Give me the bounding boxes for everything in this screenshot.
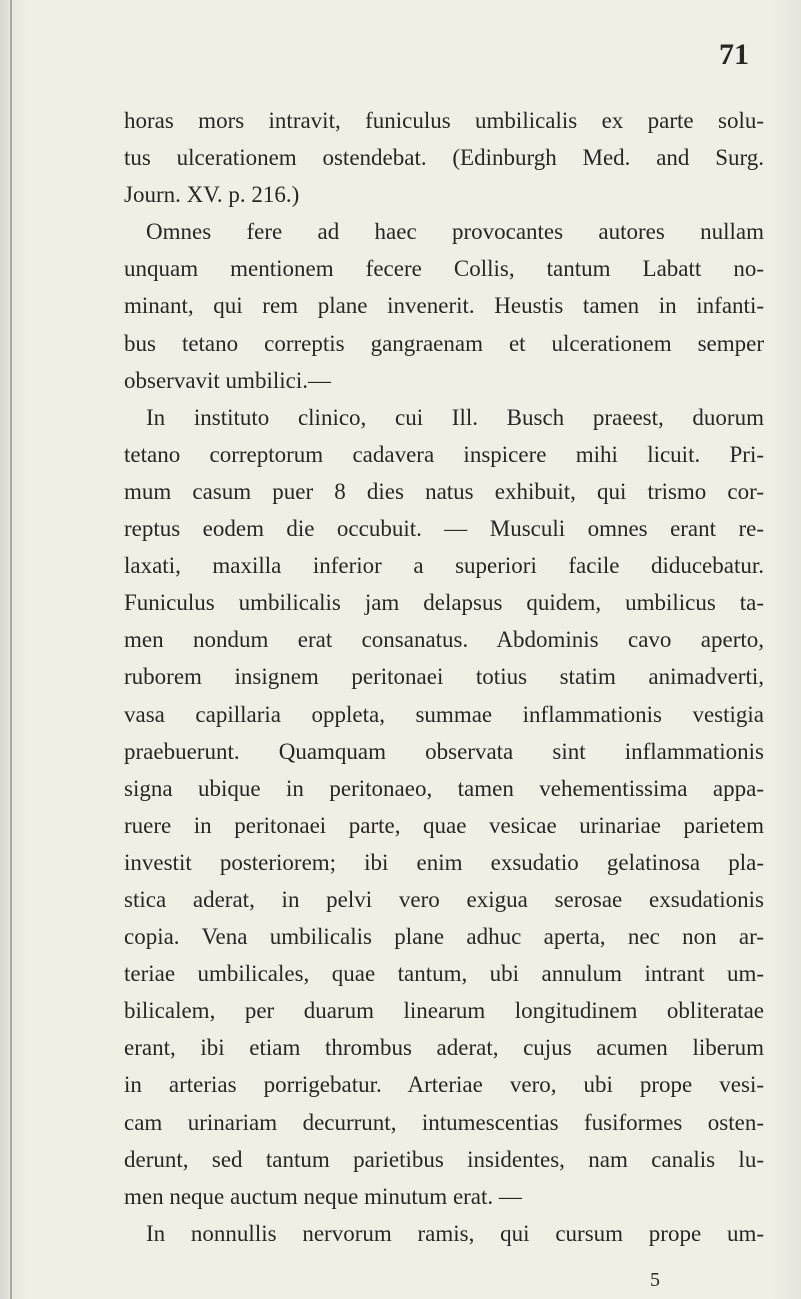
text-line: cam urinariam decurrunt, intumescentias fusiformes osten- <box>124 1109 764 1135</box>
text-line: unquam mentionem fecere Collis, tantum Labatt no- <box>124 256 764 282</box>
text-line: In nonnullis nervorum ramis, qui cursum prope um- <box>146 1220 764 1246</box>
text-line: investit posteriorem; ibi enim exsudatio gelatinosa pla- <box>124 849 764 875</box>
text-line: erant, ibi etiam thrombus aderat, cujus acumen liberum <box>124 1035 764 1061</box>
text-line: men neque auctum neque minutum erat. — <box>124 1183 522 1209</box>
text-line: ruere in peritonaei parte, quae vesicae urinariae parietem <box>124 812 764 838</box>
text-line: praebuerunt. Quamquam observata sint inflammationis <box>124 738 764 764</box>
text-line: teriae umbilicales, quae tantum, ubi annulum intrant um- <box>124 961 764 987</box>
text-line: minant, qui rem plane invenerit. Heustis tamen in infanti- <box>124 293 764 319</box>
text-line: Omnes fere ad haec provocantes autores nullam <box>146 219 764 245</box>
text-line: bilicalem, per duarum linearum longitudinem obliteratae <box>124 998 764 1024</box>
text-line: derunt, sed tantum parietibus insidentes, nam canalis lu- <box>124 1146 764 1172</box>
text-line: ruborem insignem peritonaei totius statim animadverti, <box>124 664 764 690</box>
signature-mark: 5 <box>650 1269 660 1291</box>
text-line: horas mors intravit, funiculus umbilicalis ex parte solu- <box>124 108 764 133</box>
text-line: vasa capillaria oppleta, summae inflammationis vestigia <box>124 701 764 727</box>
text-line: observavit umbilici.— <box>124 367 331 393</box>
text-line: copia. Vena umbilicalis plane adhuc aperta, nec non ar- <box>124 924 764 950</box>
text-line: in arterias porrigebatur. Arteriae vero, ubi prope vesi- <box>124 1072 764 1098</box>
text-line: stica aderat, in pelvi vero exigua serosae exsudationis <box>124 886 764 912</box>
text-line: mum casum puer 8 dies natus exhibuit, qui trismo cor- <box>124 478 764 504</box>
text-line: Funiculus umbilicalis jam delapsus quidem, umbilicus ta- <box>124 590 764 616</box>
text-line: tetano correptorum cadavera inspicere mihi licuit. Pri- <box>124 441 764 467</box>
text-line: In instituto clinico, cui Ill. Busch praeest, duorum <box>146 404 764 430</box>
binding-edge <box>10 0 12 1299</box>
text-line: tus ulcerationem ostendebat. (Edinburgh Med. and Surg. <box>124 145 764 171</box>
text-line: bus tetano correptis gangraenam et ulcerationem semper <box>124 330 764 356</box>
page-number: 71 <box>719 38 749 71</box>
text-line: signa ubique in peritonaeo, tamen vehementissima appa- <box>124 775 764 801</box>
text-line: reptus eodem die occubuit. — Musculi omnes erant re- <box>124 516 764 542</box>
body-text <box>124 102 764 1252</box>
text-line: laxati, maxilla inferior a superiori facile diducebatur. <box>124 553 764 579</box>
text-line: men nondum erat consanatus. Abdominis cavo aperto, <box>124 627 764 653</box>
text-line: Journ. XV. p. 216.) <box>124 182 300 208</box>
